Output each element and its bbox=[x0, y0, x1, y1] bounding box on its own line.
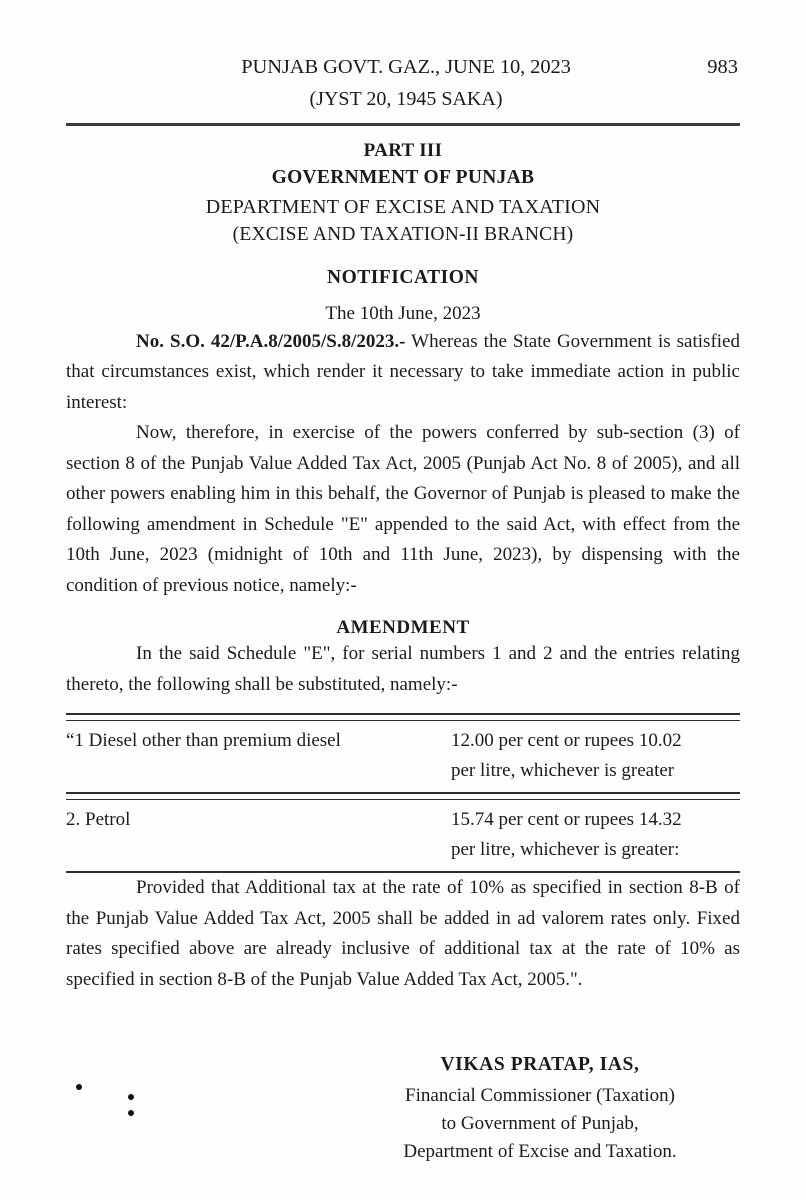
gazette-title: PUNJAB GOVT. GAZ., JUNE 10, 2023 bbox=[241, 56, 571, 78]
table-cell-rate bbox=[451, 800, 740, 871]
table-cell-item: 2. Petrol bbox=[66, 809, 131, 831]
heading-branch: (EXCISE AND TAXATION-II BRANCH) bbox=[232, 224, 574, 246]
table-row bbox=[66, 800, 740, 871]
running-head bbox=[66, 0, 740, 111]
scan-speck-artifact bbox=[128, 1094, 134, 1100]
heading-government: GOVERNMENT OF PUNJAB bbox=[271, 166, 535, 188]
page-content bbox=[66, 0, 740, 995]
heading-amendment: AMENDMENT bbox=[336, 617, 470, 639]
heading-department: DEPARTMENT OF EXCISE AND TAXATION bbox=[205, 195, 601, 218]
signatory-department: Department of Excise and Taxation. bbox=[403, 1141, 677, 1163]
signatory-name: VIKAS PRATAP, IAS, bbox=[440, 1054, 640, 1075]
heading-part: PART III bbox=[363, 139, 443, 161]
notification-number: No. S.O. 42/P.A.8/2005/S.8/2023.- bbox=[136, 330, 406, 352]
signatory-government: to Government of Punjab, bbox=[441, 1113, 639, 1135]
signature-block bbox=[330, 1052, 750, 1165]
rate-line-2: per litre, whichever is greater bbox=[451, 760, 675, 782]
notification-date: The 10th June, 2023 bbox=[325, 303, 481, 325]
amendment-table bbox=[66, 713, 740, 873]
scan-speck-artifact bbox=[76, 1084, 82, 1090]
saka-date-line: (JYST 20, 1945 SAKA) bbox=[309, 87, 503, 110]
paragraph-now-therefore: Now, therefore, in exercise of the powers conferred by sub-section (3) of section 8 of the Punjab Value Added Tax Act, 2005 (Punjab Act No. 8 of 2005), and all other powers enabling him in this behalf, the Governor of Punjab is pleased to make the following amendment in Schedule "E" appended to the said Act, with effect from the 10th June, 2023 (midnight of 10th and 11th June, 2023), by dispensing with the condition of previous notice, namely:- bbox=[66, 422, 740, 596]
table-row bbox=[66, 721, 740, 792]
rate-line-2: per litre, whichever is greater: bbox=[451, 839, 680, 861]
rate-line-1: 15.74 per cent or rupees 14.32 bbox=[451, 809, 682, 831]
signatory-role: Financial Commissioner (Taxation) bbox=[405, 1084, 675, 1106]
table-cell-item: “1 Diesel other than premium diesel bbox=[66, 730, 341, 752]
table-top-rule bbox=[66, 713, 740, 721]
paragraph-notification-number bbox=[66, 327, 740, 419]
table-cell-rate bbox=[451, 721, 740, 792]
rate-line-1: 12.00 per cent or rupees 10.02 bbox=[451, 730, 682, 752]
heading-notification: NOTIFICATION bbox=[327, 267, 479, 289]
page-number: 983 bbox=[707, 56, 738, 78]
table-middle-rule bbox=[66, 792, 740, 800]
header-divider-rule bbox=[66, 123, 740, 126]
scan-speck-artifact bbox=[128, 1110, 134, 1116]
whereas-text: Whereas the State Government is satisfied that circumstances exist, which render it necessary to take immediate action in public interest: bbox=[66, 330, 740, 413]
paragraph-in-the-said-schedule: In the said Schedule "E", for serial numbers 1 and 2 and the entries relating thereto, the following shall be substituted, namely:- bbox=[66, 643, 740, 695]
paragraph-proviso: Provided that Additional tax at the rate of 10% as specified in section 8-B of the Punjab Value Added Tax Act, 2005 shall be added in ad valorem rates only. Fixed rates specified above are already inclusive of additional tax at the rate of 10% as specified in section 8-B of the Punjab Value Added Tax Act, 2005.". bbox=[66, 877, 740, 990]
masthead-headings bbox=[66, 139, 740, 327]
